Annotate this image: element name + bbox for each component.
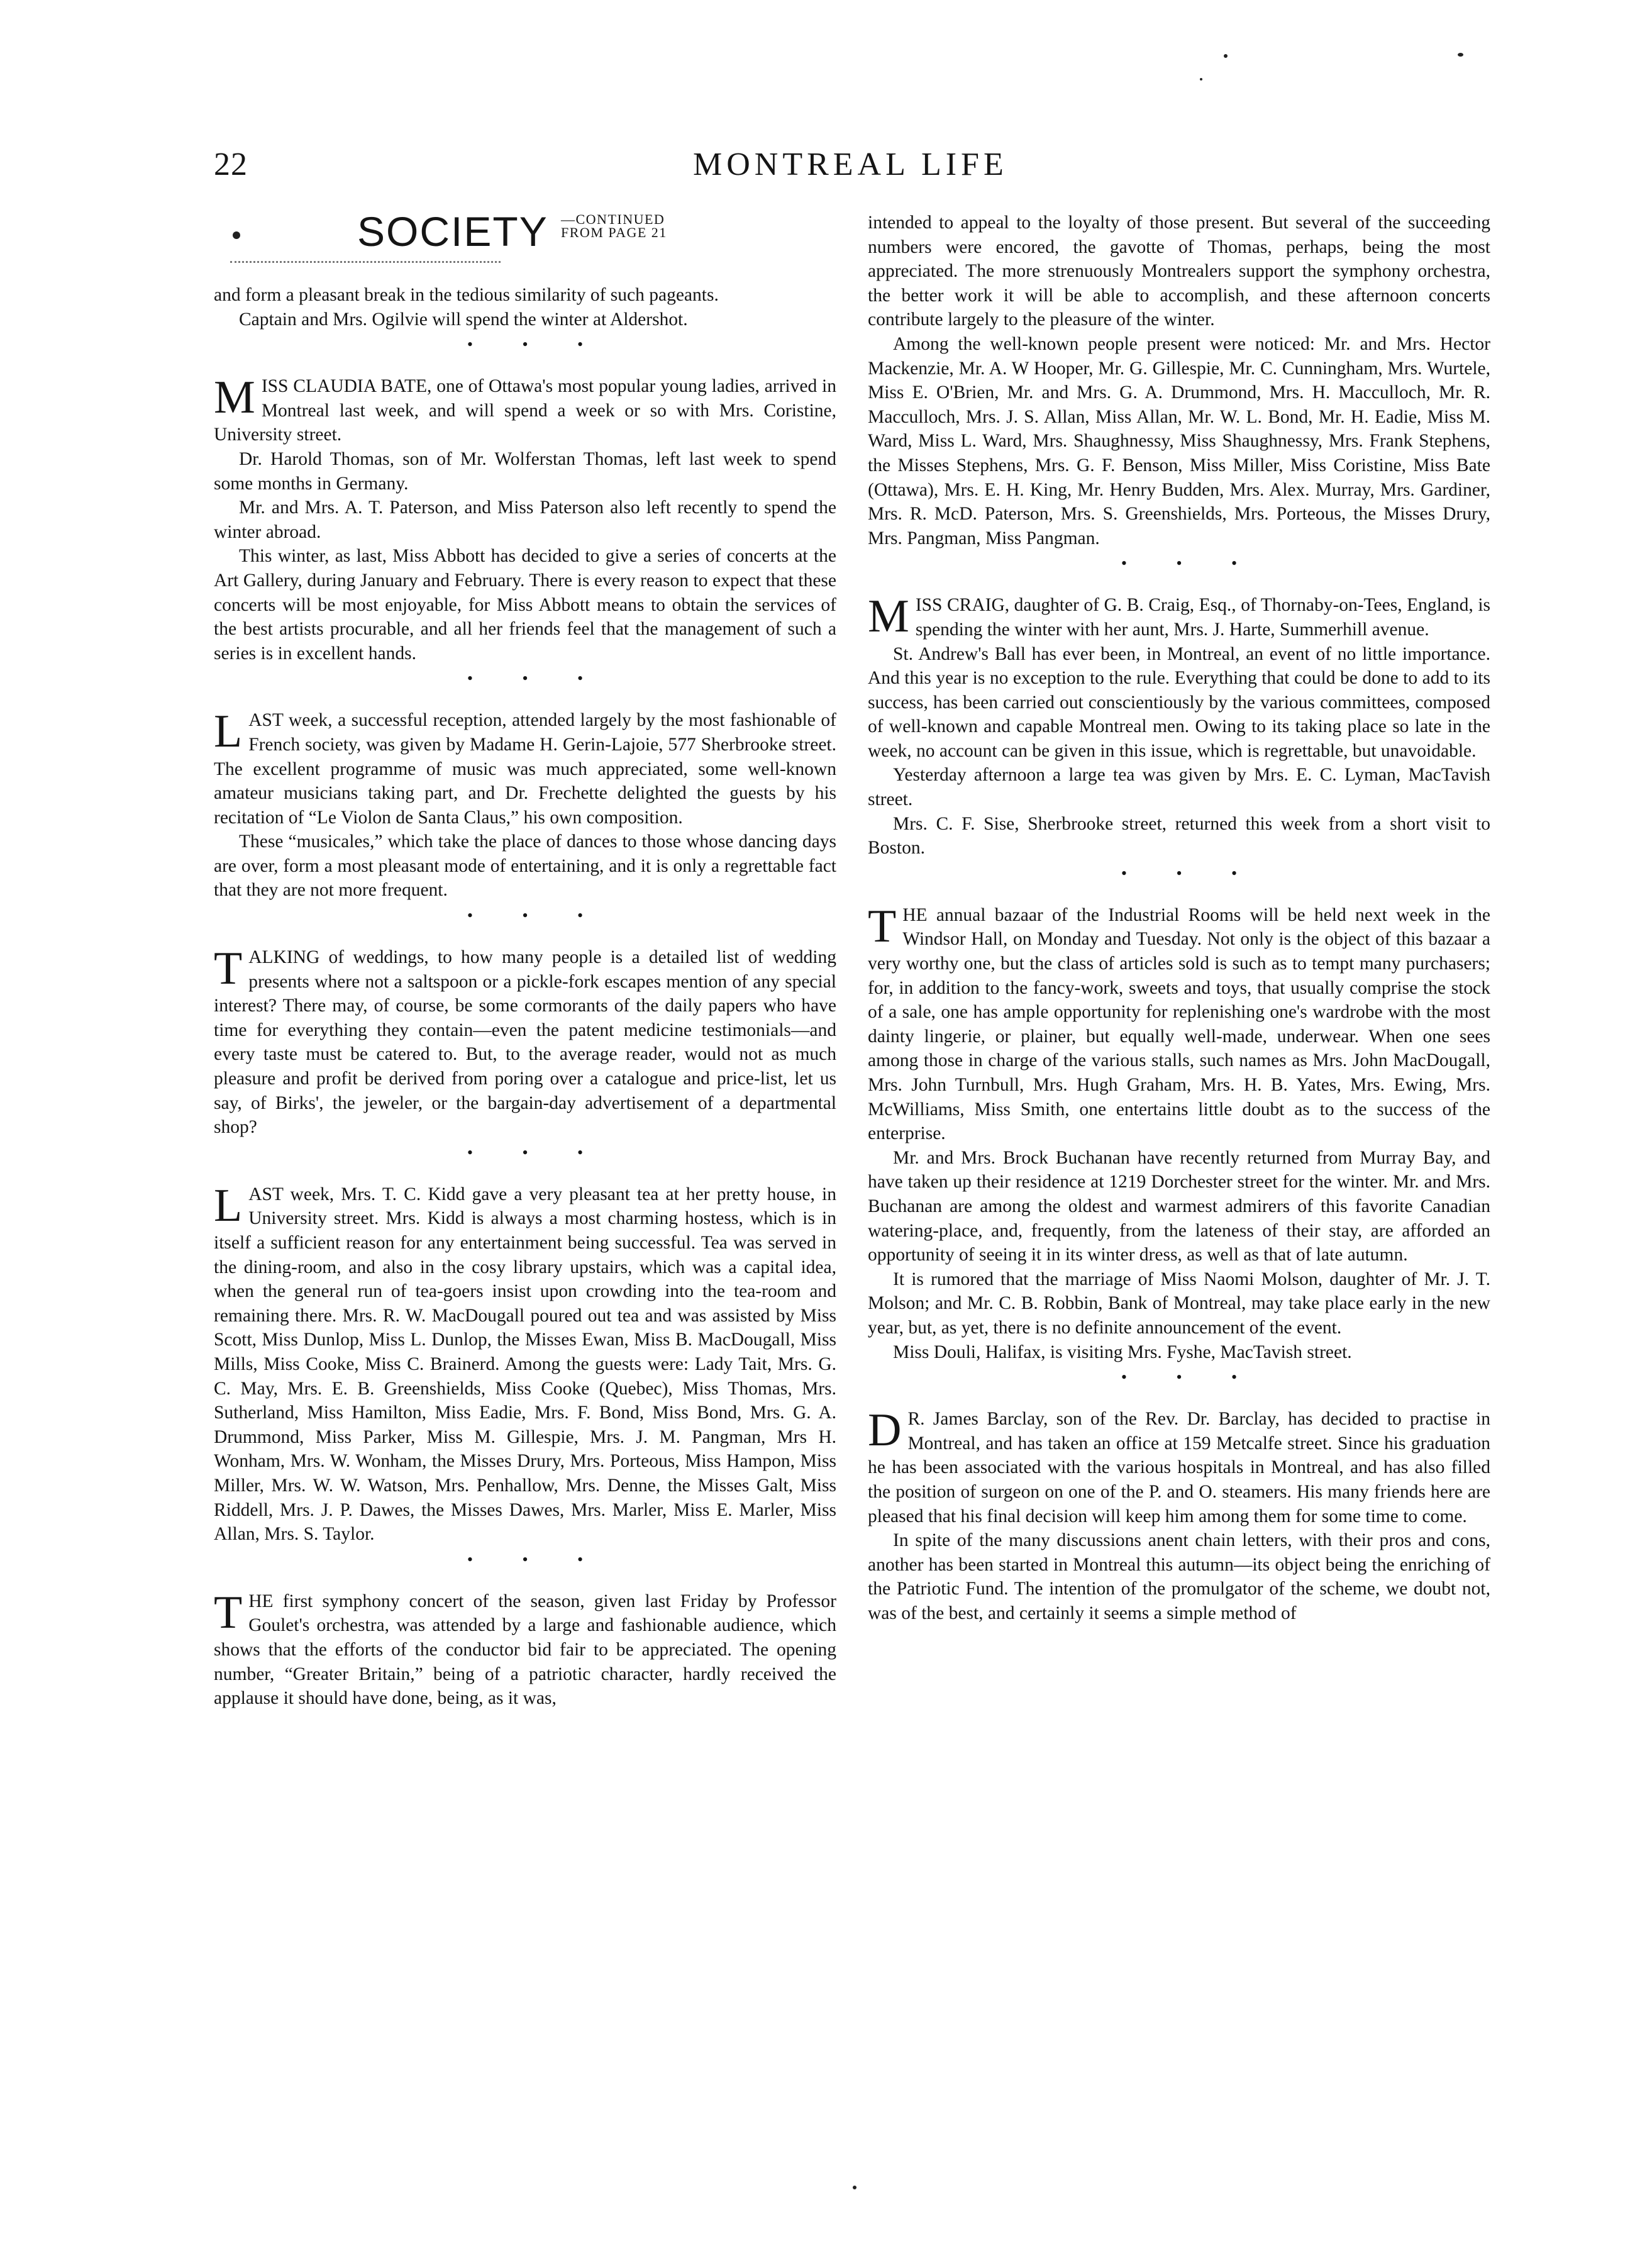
section-separator: • • • [1121,1368,1260,1387]
section-separator: • • • [467,1550,606,1569]
paragraph-text: AST week, Mrs. T. C. Kidd gave a very pleasant tea at her pretty house, in University street. Mrs. Kidd is always a most charming hostess, which is in itself a sufficient reason for any entertainment being successful. Tea was served in the dining-room, and also in the cosy library upstairs, which was a capital idea, when the general run of tea-goers insist upon crowding into the tea-room and remaining there. Mrs. R. W. MacDougall poured out tea and was assisted by Miss Scott, Miss Dunlop, Miss L. Dunlop, the Misses Ewan, Miss B. MacDougall, Miss Mills, Miss Cooke, Miss C. Brainerd. Among the guests were: Lady Tait, Mrs. G. C. May, Mrs. E. B. Greenshields, Miss Cooke (Quebec), Miss Thomas, Mrs. Sutherland, Miss Hamilton, Miss Eadie, Mrs. F. Bond, Miss Bond, Mrs. G. A. Drummond, Miss Parker, Miss M. Gillespie, Mrs. J. M. Pangman, Mrs H. Wonham, Mrs. W. Wonham, the Misses Drury, Mrs. Porteous, Miss Hampon, Miss Miller, Mrs. W. W. Watson, Mrs. Penhallow, Mrs. Denne, the Misses Galt, Miss Riddell, Mrs. J. P. Dawes, the Misses Dawes, Mrs. Marler, Miss E. Marler, Miss Allan, Mrs. S. Taylor. [214,1184,836,1545]
continued-note [561,213,667,239]
section-separator: • • • [1121,554,1260,573]
news-item [214,708,836,903]
section-heading [214,208,836,283]
paragraph [868,900,1490,1146]
paragraph [214,708,836,830]
right-column [868,211,1490,1625]
decorative-rule [230,261,501,263]
paragraph: intended to appeal to the loyalty of those present. But several of the succeeding numbers were encored, the gavotte of Thomas, perhaps, being the most appreciated. The more strenuously Montrealers support the symphony orchestra, the better work it will be able to accomplish, and these afternoon concerts contribute largely to the pleasure of the winter. [868,213,1490,330]
drop-cap: D [868,1404,902,1457]
paragraph: Miss Douli, Halifax, is visiting Mrs. Fyshe, MacTavish street. [893,1342,1352,1362]
paragraph: Yesterday afternoon a large tea was given by Mrs. E. C. Lyman, MacTavish street. [868,765,1490,810]
section-title: SOCIETY [357,208,548,255]
news-item [214,1586,836,1711]
paragraph: This winter, as last, Miss Abbott has decided to give a series of concerts at the Art Gallery, during January and February. There is every reason to expect that these concerts will be most enjoyable, for Miss Abbott means to obtain the services of the best artists procurable, and all her friends feel that the management of such a series is in excellent hands. [214,546,836,664]
ink-speck [1200,78,1202,81]
news-item [868,900,1490,1364]
paragraph-text: R. James Barclay, son of the Rev. Dr. Barclay, has decided to practise in Montreal, and has taken an office at 159 Metcalfe street. Since his graduation he has been associated with the various hospitals in Montreal, and has also filled the position of surgeon on one of the P. and O. steamers. His many friends here are pleased that his final decision will keep him among them for some time to come. [868,1409,1490,1526]
paragraph-text: ALKING of weddings, to how many people is a detailed list of wedding presents where not a saltspoon or a pickle-fork escapes mention of any special interest? There may, of course, be some cormorants of the daily papers who have time for everything they contain—even the patent medicine testimonials—and every taste must be catered to. But, to the average reader, would not as much pleasure and profit be derived from poring over a catalogue and price-list, let us say, of Birks', the jeweler, or the bargain-day advertisement of a departmental shop? [214,947,836,1138]
drop-cap: T [214,1586,243,1638]
paragraph-text: ISS CLAUDIA BATE, one of Ottawa's most popular young ladies, arrived in Montreal last week, and will spend a week or so with Mrs. Coristine, University street. [214,376,836,445]
section-separator: • • • [467,669,606,688]
paragraph [214,1179,836,1547]
running-head: MONTREAL LIFE [693,147,1008,182]
paragraph [868,593,1490,642]
drop-cap: T [868,900,897,952]
paragraph [868,1404,1490,1528]
news-item [868,1404,1490,1625]
paragraph [214,1586,836,1711]
page-number: 22 [214,147,248,182]
paragraph [214,945,836,1140]
drop-cap: T [214,943,243,995]
paragraph: It is rumored that the marriage of Miss Naomi Molson, daughter of Mr. J. T. Molson; and Mr. C. B. Robbin, Bank of Montreal, may take place early in the new year, but, as yet, there is no definite announcement of the event. [868,1269,1490,1338]
bullet-mark [233,231,240,239]
paragraph: These “musicales,” which take the place of dances to those whose dancing days are over, form a most pleasant mode of entertaining, and it is only a regrettable fact that they are not more frequent. [214,831,836,901]
drop-cap: L [214,706,243,758]
news-item [214,1179,836,1547]
section-separator: • • • [467,1143,606,1162]
paragraph: Mr. and Mrs. Brock Buchanan have recently returned from Murray Bay, and have taken up their residence at 1219 Dorchester street for the winter. Mr. and Mrs. Buchanan are among the oldest and warmest admirers of this favorite Canadian watering-place, and, frequently, from the lateness of their stay, are afforded an opportunity of seeing it in its winter dress, as well as that of late autumn. [868,1147,1490,1265]
paragraph: and form a pleasant break in the tedious similarity of such pageants. [214,285,719,305]
drop-cap: L [214,1179,243,1231]
ink-speck [853,2186,856,2189]
news-item [214,374,836,665]
drop-cap: M [214,372,255,424]
paragraph [214,374,836,447]
left-column [214,208,836,1711]
section-separator: • • • [467,335,606,354]
paragraph: St. Andrew's Ball has ever been, in Montreal, an event of no little importance. And this year is no exception to the rule. Everything that could be done to add to its success, has been carried out conscientiously by the various committees, composed of well-known and capable Montreal men. Owing to its taking place so late in the week, no account can be given in this issue, which is regrettable, but unavoidable. [868,643,1490,761]
paragraph: Among the well-known people present were noticed: Mr. and Mrs. Hector Mackenzie, Mr. A. W Hooper, Mr. G. Gillespie, Mr. C. Cunningham, Mrs. Wurtele, Miss E. O'Brien, Mr. and Mrs. G. A. Drummond, Mrs. H. Macculloch, Mr. R. Macculloch, Mrs. J. S. Allan, Miss Allan, Mr. W. L. Bond, Mr. H. Eadie, Miss M. Ward, Miss L. Ward, Mrs. Shaughnessy, Miss Shaughnessy, Mrs. Frank Stephens, the Misses Stephens, Mrs. G. F. Benson, Miss Miller, Miss Coristine, Miss Bate (Ottawa), Mrs. E. H. King, Mr. Henry Budden, Mrs. Alex. Murray, Mrs. Gardiner, Mrs. R. McD. Paterson, Mrs. S. Greenshields, Mrs. Porteous, the Misses Drury, Mrs. Pangman, Miss Pangman. [868,333,1490,548]
ink-speck [1224,54,1228,58]
paragraph: In spite of the many discussions anent chain letters, with their pros and cons, another has been started in Montreal this autumn—its object being the enriching of the Patriotic Fund. The intention of the promulgator of the scheme, we doubt not, was of the best, and certainly it seems a simple method of [868,1530,1490,1623]
drop-cap: M [868,591,909,643]
paragraph: Mrs. C. F. Sise, Sherbrooke street, returned this week from a short visit to Boston. [868,813,1490,859]
continued-line: FROM PAGE 21 [561,225,667,240]
paragraph: Mr. and Mrs. A. T. Paterson, and Miss Paterson also left recently to spend the winter abroad. [214,498,836,542]
paragraph: Dr. Harold Thomas, son of Mr. Wolferstan Thomas, left last week to spend some months in Germany. [214,448,836,494]
paragraph-text: AST week, a successful reception, attended largely by the most fashionable of French society, was given by Madame H. Gerin-Lajoie, 577 Sherbrooke street. The excellent programme of music was much appreciated, some well-known amateur musicians taking part, and Dr. Frechette delighted the guests by his recitation of “Le Violon de Santa Claus,” his own composition. [214,710,836,828]
paragraph-text: HE annual bazaar of the Industrial Rooms will be held next week in the Windsor Hall, on Monday and Tuesday. Not only is the object of this bazaar a very worthy one, but the class of articles sold is such as to tempt many purchasers; for, in addition to the fancy-work, sweets and toys, that usually comprise the stock of a sale, one has ample opportunity for replenishing one's wardrobe with the most dainty lingerie, or plainer, but equally well-made, underwear. When one sees among those in charge of the various stalls, such names as Mrs. John MacDougall, Mrs. John Turnbull, Mrs. Hugh Graham, Mrs. H. B. Yates, Mrs. Ewing, Mrs. McWilliams, Miss Smith, one entertains little doubt as to the success of the enterprise. [868,904,1490,1144]
continued-line: —CONTINUED [561,211,665,227]
ink-speck [1458,53,1463,57]
paragraph-text: ISS CRAIG, daughter of G. B. Craig, Esq., of Thornaby-on-Tees, England, is spending the winter with her aunt, Mrs. J. Harte, Summerhill avenue. [915,595,1490,640]
news-item [868,593,1490,860]
paragraph-text: HE first symphony concert of the season, given last Friday by Professor Goulet's orchestra, was attended by a large and fashionable audience, which shows that the efforts of the conductor bid fair to be appreciated. The opening number, “Greater Britain,” being of a patriotic character, hardly received the applause it should have done, being, as it was, [214,1591,836,1709]
news-item [214,945,836,1140]
paragraph: Captain and Mrs. Ogilvie will spend the winter at Aldershot. [239,309,688,330]
section-separator: • • • [467,906,606,925]
section-separator: • • • [1121,864,1260,882]
